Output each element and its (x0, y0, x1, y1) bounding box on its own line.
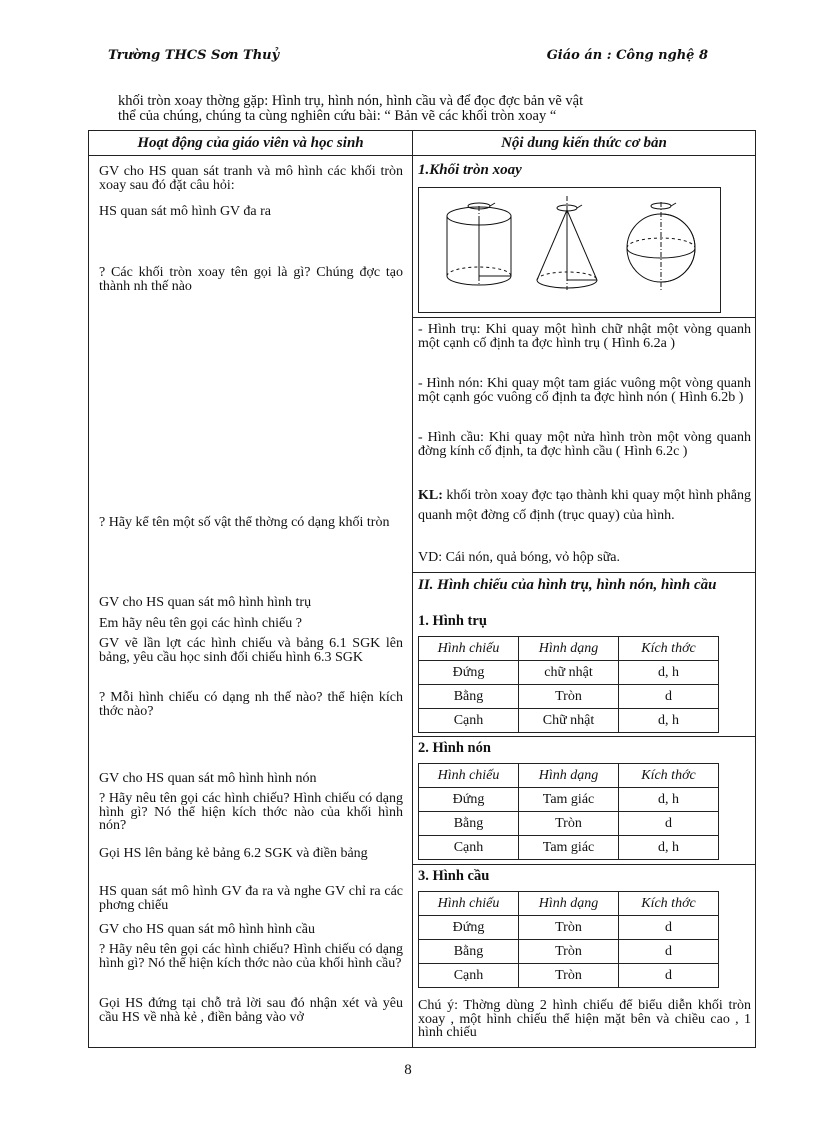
table-cell: Tròn (519, 685, 619, 709)
table-cell: Cạnh (419, 964, 519, 988)
activity-8: ? Mỗi hình chiếu có dạng nh thế nào? thể hiện kích thớc nào? (99, 690, 403, 719)
table-cell: Đứng (419, 661, 519, 685)
intro-line-2: thể của chúng, chúng ta cùng nghiên cứu bài: “ Bản vẽ các khối tròn xoay “ (118, 108, 557, 124)
definition-cone: - Hình nón: Khi quay một tam giác vuông một vòng quanh một cạnh góc vuông cố định ta đợc hình nón ( Hình 6.2b ) (418, 376, 751, 405)
divider (413, 317, 755, 318)
sphere-drawing (627, 202, 695, 292)
table-row (419, 916, 719, 940)
section-2-title: II. Hình chiếu của hình trụ, hình nón, hình cầu (418, 577, 717, 593)
divider (413, 572, 755, 573)
activity-7: GV vẽ lần lợt các hình chiếu và bảng 6.1 SGK lên bảng, yêu cầu học sinh đối chiếu hình 6.3 SGK (99, 636, 403, 665)
header-school: Trường THCS Sơn Thuỷ (108, 48, 280, 63)
header-cell: Hình dạng (519, 637, 619, 661)
table-cell: Chữ nhật (519, 709, 619, 733)
table-cell: d (619, 964, 719, 988)
table-row (419, 836, 719, 860)
divider (413, 736, 755, 737)
activity-3: ? Các khối tròn xoay tên gọi là gì? Chúng đợc tạo thành nh thế nào (99, 265, 403, 294)
table-cell: Tam giác (519, 836, 619, 860)
page-number: 8 (404, 1062, 412, 1078)
cylinder-drawing (447, 203, 511, 286)
table-row (419, 685, 719, 709)
table-cell: d, h (619, 788, 719, 812)
table-row (419, 788, 719, 812)
header-cell: Hình chiếu (419, 637, 519, 661)
solids-of-revolution-figure (418, 187, 721, 313)
conclusion-text: khối tròn xoay đợc tạo thành khi quay một hình phẳng quanh một đờng cố định (trục quay) của hình. (418, 488, 751, 523)
left-column-header: Hoạt động của giáo viên và học sinh (89, 131, 412, 156)
table-cell: Đứng (419, 788, 519, 812)
header-cell: Kích thớc (619, 892, 719, 916)
cone-projection-table (418, 763, 719, 860)
activity-1: GV cho HS quan sát tranh và mô hình các khối tròn xoay sau đó đặt câu hỏi: (99, 164, 403, 193)
header-cell: Hình chiếu (419, 892, 519, 916)
table-row (419, 964, 719, 988)
sphere-table-title: 3. Hình cầu (418, 868, 490, 884)
table-cell: d, h (619, 661, 719, 685)
table-cell: Bằng (419, 685, 519, 709)
header-cell: Hình chiếu (419, 764, 519, 788)
table-cell: d (619, 940, 719, 964)
table-cell: d (619, 916, 719, 940)
intro-line-1: khối tròn xoay thờng gặp: Hình trụ, hình nón, hình cầu và để đọc đợc bản vẽ vật (118, 93, 584, 109)
definition-sphere: - Hình cầu: Khi quay một nửa hình tròn một vòng quanh đờng kính cố định, ta đợc hình cầu ( Hình 6.2c ) (418, 430, 751, 459)
cone-drawing (537, 196, 597, 290)
note: Chú ý: Thờng dùng 2 hình chiếu để biểu diễn khối tròn xoay , một hình chiếu thể hiện mặt bên và chiều cao , 1 hình chiếu (418, 998, 751, 1040)
right-column-header: Nội dung kiến thức cơ bản (413, 131, 755, 156)
table-cell: d (619, 685, 719, 709)
table-cell: chữ nhật (519, 661, 619, 685)
cylinder-table-title: 1. Hình trụ (418, 613, 487, 629)
header-cell: Kích thớc (619, 637, 719, 661)
table-cell: d (619, 812, 719, 836)
activity-4: ? Hãy kể tên một số vật thể thờng có dạng khối tròn (99, 515, 390, 530)
table-cell: Tròn (519, 940, 619, 964)
table-cell: Cạnh (419, 709, 519, 733)
header-cell: Hình dạng (519, 892, 619, 916)
table-row (419, 661, 719, 685)
table-cell: d, h (619, 836, 719, 860)
activity-15: Gọi HS đứng tại chỗ trả lời sau đó nhận xét và yêu cầu HS về nhà kẻ , điền bảng vào vở (99, 996, 403, 1025)
header-cell: Kích thớc (619, 764, 719, 788)
header-subject: Giáo án : Công nghệ 8 (546, 48, 708, 63)
activity-9: GV cho HS quan sát mô hình hình nón (99, 771, 317, 786)
table-cell: Bằng (419, 812, 519, 836)
table-row (419, 709, 719, 733)
section-1-title: 1.Khối tròn xoay (418, 162, 522, 178)
activity-10: ? Hãy nêu tên gọi các hình chiếu? Hình chiếu có dạng hình gì? Nó thể hiện kích thớc nào của khối hình nón? (99, 791, 403, 833)
table-cell: Tròn (519, 964, 619, 988)
examples: VD: Cái nón, quả bóng, vỏ hộp sữa. (418, 550, 621, 565)
table-cell: d, h (619, 709, 719, 733)
definition-cylinder: - Hình trụ: Khi quay một hình chữ nhật một vòng quanh một cạnh cố định ta đợc hình trụ ( Hình 6.2a ) (418, 322, 751, 351)
table-header-row (419, 764, 719, 788)
figure-svg (419, 188, 720, 312)
knowledge-content-column (412, 130, 756, 1048)
sphere-projection-table (418, 891, 719, 988)
intro-paragraph (118, 94, 758, 124)
conclusion (418, 486, 751, 526)
activity-14: ? Hãy nêu tên gọi các hình chiếu? Hình chiếu có dạng hình gì? Nó thể hiện kích thớc nào của khối hình cầu? (99, 942, 403, 971)
activity-2: HS quan sát mô hình GV đa ra (99, 204, 271, 219)
conclusion-label: KL: (418, 488, 443, 503)
table-cell: Tròn (519, 812, 619, 836)
table-cell: Đứng (419, 916, 519, 940)
table-header-row (419, 637, 719, 661)
table-cell: Bằng (419, 940, 519, 964)
activity-11: Gọi HS lên bảng kẻ bảng 6.2 SGK và điền bảng (99, 846, 368, 861)
table-row (419, 940, 719, 964)
activity-12: HS quan sát mô hình GV đa ra và nghe GV chỉ ra các phơng chiếu (99, 884, 403, 913)
cylinder-projection-table (418, 636, 719, 733)
teacher-student-activity-column (88, 130, 413, 1048)
table-cell: Tam giác (519, 788, 619, 812)
table-cell: Cạnh (419, 836, 519, 860)
header-cell: Hình dạng (519, 764, 619, 788)
table-header-row (419, 892, 719, 916)
divider (413, 864, 755, 865)
table-cell: Tròn (519, 916, 619, 940)
activity-5: GV cho HS quan sát mô hình hình trụ (99, 595, 312, 610)
activity-13: GV cho HS quan sát mô hình hình cầu (99, 922, 315, 937)
table-row (419, 812, 719, 836)
cone-table-title: 2. Hình nón (418, 740, 491, 756)
activity-6: Em hãy nêu tên gọi các hình chiếu ? (99, 616, 302, 631)
